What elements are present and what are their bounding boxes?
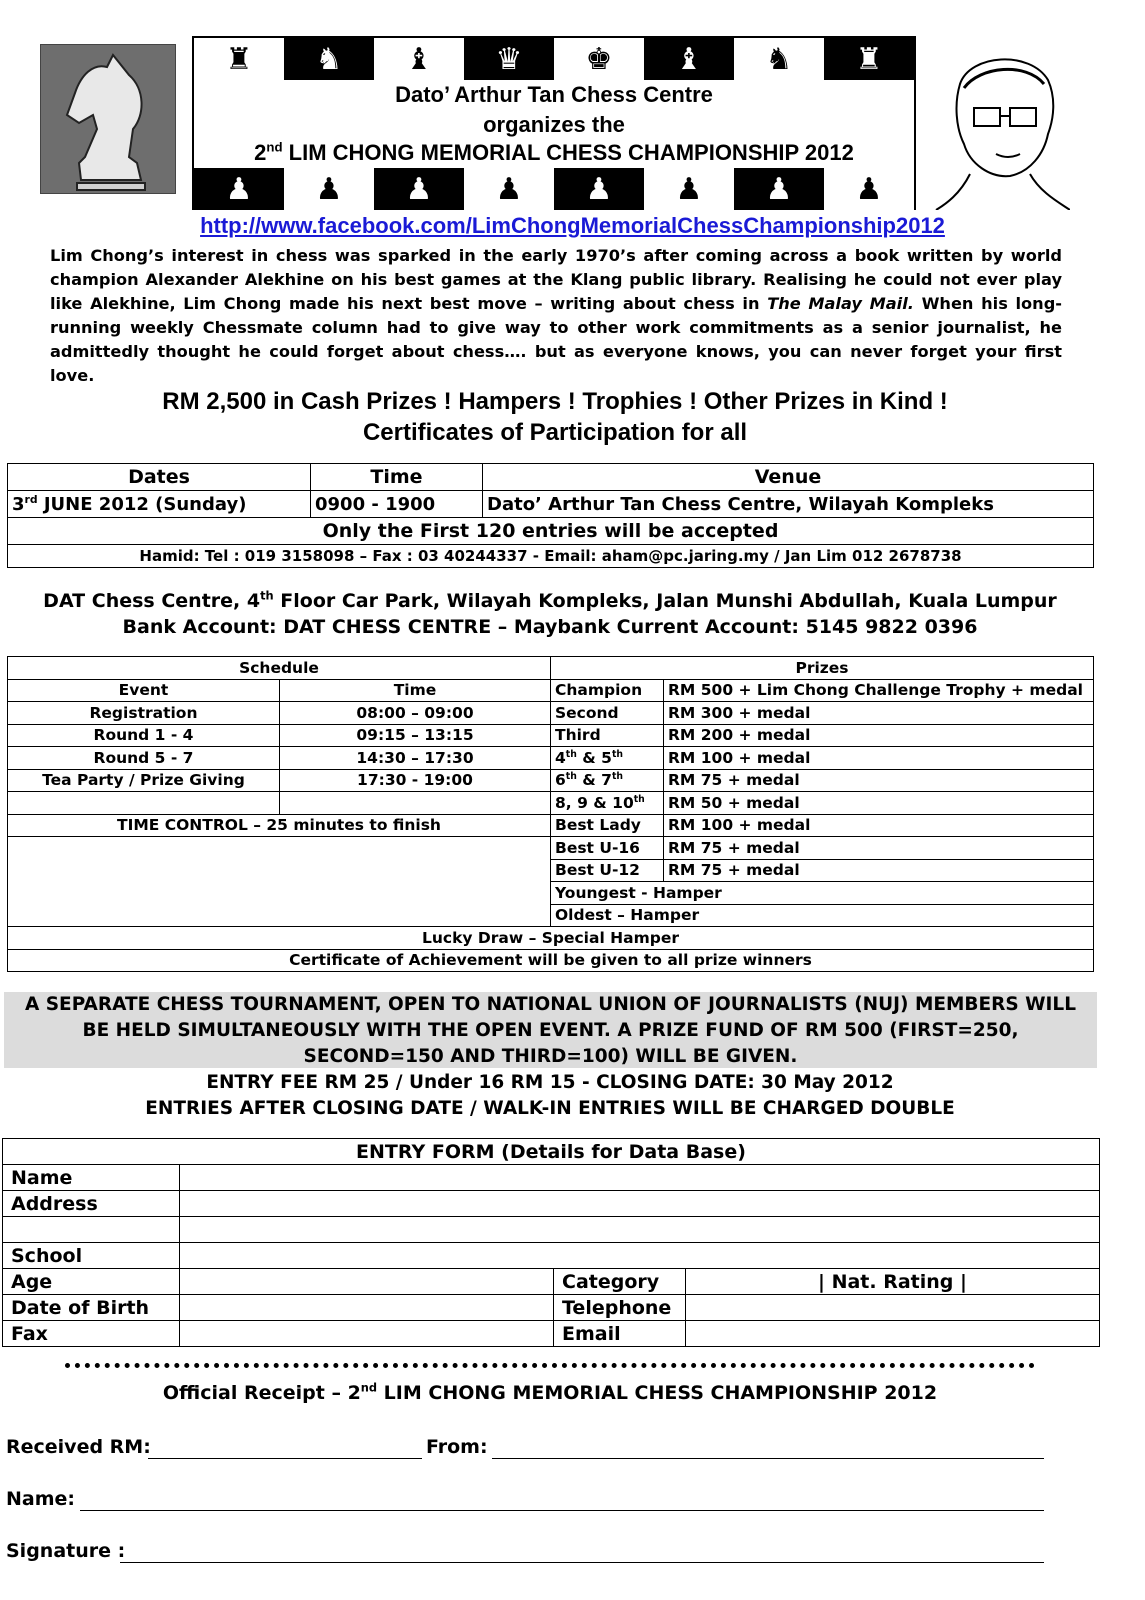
schedule-event-header: Event (8, 679, 280, 702)
lucky-draw: Lucky Draw – Special Hamper (8, 927, 1094, 950)
organizes-text: organizes the (483, 112, 625, 137)
contact-info: Hamid: Tel : 019 3158098 – Fax : 03 40244337 - Email: aham@pc.jaring.my / Jan Lim 012 2678738 (8, 545, 1094, 568)
pawn-icon: ♟ (284, 168, 374, 210)
prize-place: Best Lady (551, 814, 664, 837)
schedule-time: 17:30 - 19:00 (280, 769, 551, 792)
prize-place: 8, 9 & 10th (551, 792, 664, 815)
dob-label: Date of Birth (3, 1295, 180, 1321)
schedule-time-header: Time (280, 679, 551, 702)
prize-amount: RM 75 + medal (664, 769, 1094, 792)
organizer-title: Dato’ Arthur Tan Chess Centre (395, 82, 713, 107)
age-field[interactable] (180, 1269, 554, 1295)
portrait-sketch (930, 44, 1070, 210)
prize-amount: RM 100 + medal (664, 814, 1094, 837)
prize-place: 4th & 5th (551, 747, 664, 770)
signature-field[interactable] (120, 1561, 1044, 1563)
school-label: School (3, 1243, 180, 1269)
oldest-prize: Oldest – Hamper (551, 904, 1094, 927)
category-label: Category (554, 1269, 686, 1295)
name-field[interactable] (180, 1165, 1100, 1191)
cut-line (65, 1363, 1035, 1374)
entry-fee: ENTRY FEE RM 25 / Under 16 RM 15 - CLOSING DATE: 30 May 2012 (206, 1072, 894, 1093)
event-venue: Dato’ Arthur Tan Chess Centre, Wilayah Kompleks (483, 491, 1094, 518)
late-entry-note: ENTRIES AFTER CLOSING DATE / WALK-IN ENTRIES WILL BE CHARGED DOUBLE (145, 1098, 955, 1119)
email-field[interactable] (686, 1321, 1100, 1347)
schedule-time: 09:15 – 13:15 (280, 724, 551, 747)
receipt-name-label: Name: (6, 1488, 76, 1510)
prizes-title: Prizes (551, 657, 1094, 680)
receipt-title: Official Receipt – 2nd LIM CHONG MEMORIAL CHESS CHAMPIONSHIP 2012 (162, 1380, 938, 1404)
dates-header: Dates (8, 464, 311, 491)
time-control: TIME CONTROL – 25 minutes to finish (8, 814, 551, 837)
name-label: Name (3, 1165, 180, 1191)
schedule-title: Schedule (8, 657, 551, 680)
prize-place: Best U-12 (551, 859, 664, 882)
event-date: 3rd JUNE 2012 (Sunday) (8, 491, 311, 518)
empty-cell (8, 837, 551, 927)
address-field[interactable] (180, 1191, 1100, 1217)
pawn-icon: ♟ (194, 168, 284, 210)
facebook-link[interactable]: http://www.facebook.com/LimChongMemorialChessChampionship2012 (200, 213, 945, 238)
king-icon: ♚ (554, 38, 644, 80)
pawn-icon: ♟ (734, 168, 824, 210)
championship-title: 2nd LIM CHONG MEMORIAL CHESS CHAMPIONSHIP 2012 (254, 139, 854, 165)
chess-pawns-bottom (194, 168, 914, 210)
schedule-event: Round 1 - 4 (8, 724, 280, 747)
schedule-time: 14:30 – 17:30 (280, 747, 551, 770)
telephone-label: Telephone (554, 1295, 686, 1321)
pawn-icon: ♟ (374, 168, 464, 210)
fax-label: Fax (3, 1321, 180, 1347)
rating-label[interactable]: | Nat. Rating | (686, 1269, 1100, 1295)
event-info-table (7, 463, 1094, 568)
from-field[interactable] (492, 1457, 1044, 1459)
rook-icon: ♜ (824, 38, 914, 80)
schedule-event: Tea Party / Prize Giving (8, 769, 280, 792)
prize-amount: RM 200 + medal (664, 724, 1094, 747)
prize-amount: RM 75 + medal (664, 837, 1094, 860)
empty-cell (8, 792, 280, 815)
prize-amount: RM 300 + medal (664, 702, 1094, 725)
nuj-line: BE HELD SIMULTANEOUSLY WITH THE OPEN EVENT. A PRIZE FUND OF RM 500 (FIRST=250, (82, 1020, 1019, 1041)
nuj-line: SECOND=150 AND THIRD=100) WILL BE GIVEN. (303, 1046, 798, 1067)
event-time: 0900 - 1900 (311, 491, 483, 518)
dob-field[interactable] (180, 1295, 554, 1321)
prizes-headline-line1: RM 2,500 in Cash Prizes ! Hampers ! Trophies ! Other Prizes in Kind ! (162, 388, 948, 415)
venue-header: Venue (483, 464, 1094, 491)
address-block (0, 588, 1100, 640)
pawn-icon: ♟ (824, 168, 914, 210)
prize-amount: RM 100 + medal (664, 747, 1094, 770)
venue-address: DAT Chess Centre, 4th Floor Car Park, Wilayah Kompleks, Jalan Munshi Abdullah, Kuala Lumpur (43, 588, 1057, 612)
receipt-name-field[interactable] (80, 1509, 1044, 1511)
entry-form (2, 1138, 1100, 1347)
prizes-headline (0, 386, 1110, 448)
certificate-note: Certificate of Achievement will be given to all prize winners (8, 949, 1094, 972)
youngest-prize: Youngest - Hamper (551, 882, 1094, 905)
rook-icon: ♜ (194, 38, 284, 80)
bishop-icon: ♝ (644, 38, 734, 80)
pawn-icon: ♟ (644, 168, 734, 210)
pawn-icon: ♟ (464, 168, 554, 210)
entry-form-title: ENTRY FORM (Details for Data Base) (3, 1139, 1100, 1165)
queen-icon: ♛ (464, 38, 554, 80)
entry-limit: Only the First 120 entries will be accepted (8, 518, 1094, 545)
address-field-2[interactable] (180, 1217, 1100, 1243)
school-field[interactable] (180, 1243, 1100, 1269)
time-header: Time (311, 464, 483, 491)
entry-fee-block (0, 1070, 1100, 1122)
telephone-field[interactable] (686, 1295, 1100, 1321)
knight-icon: ♞ (284, 38, 374, 80)
schedule-prizes-table (7, 656, 1094, 972)
nuj-line: A SEPARATE CHESS TOURNAMENT, OPEN TO NATIONAL UNION OF JOURNALISTS (NUJ) MEMBERS WILL (24, 994, 1077, 1015)
intro-paragraph: Lim Chong’s interest in chess was sparked in the early 1970’s after coming across a book written by world champion Alexander Alekhine on his best games at the Klang public library. Realising he could not ever play like Alekhine, Lim Chong made his next best move – writing about chess in The Malay Mail. When his long-running weekly Chessmate column had to give way to other work commitments as a senior journalist, he admittedly thought he could forget about chess…. but as everyone knows, you can never forget your first love. (50, 246, 1062, 385)
prize-place: Best U-16 (551, 837, 664, 860)
prize-amount: RM 500 + Lim Chong Challenge Trophy + medal (664, 679, 1094, 702)
bishop-icon: ♝ (374, 38, 464, 80)
prize-place: Second (551, 702, 664, 725)
prize-place: Third (551, 724, 664, 747)
knight-icon: ♞ (734, 38, 824, 80)
prize-amount: RM 75 + medal (664, 859, 1094, 882)
prize-place: Champion (551, 679, 664, 702)
schedule-time: 08:00 – 09:00 (280, 702, 551, 725)
title-box (192, 36, 916, 210)
received-label: Received RM: (6, 1436, 151, 1458)
schedule-event: Registration (8, 702, 280, 725)
from-label: From: (426, 1436, 488, 1458)
empty-cell (280, 792, 551, 815)
prize-amount: RM 50 + medal (664, 792, 1094, 815)
bank-account: Bank Account: DAT CHESS CENTRE – Maybank Current Account: 5145 9822 0396 (122, 616, 978, 638)
nuj-announcement (4, 992, 1097, 1068)
signature-label: Signature : (6, 1540, 126, 1562)
received-field[interactable] (148, 1457, 422, 1459)
prizes-headline-line2: Certificates of Participation for all (362, 419, 748, 446)
email-label: Email (554, 1321, 686, 1347)
fax-field[interactable] (180, 1321, 554, 1347)
empty-cell (3, 1217, 180, 1243)
address-label: Address (3, 1191, 180, 1217)
schedule-event: Round 5 - 7 (8, 747, 280, 770)
prize-place: 6th & 7th (551, 769, 664, 792)
chess-pieces-top (194, 38, 914, 80)
pawn-icon: ♟ (554, 168, 644, 210)
knight-logo (40, 44, 176, 194)
age-label: Age (3, 1269, 180, 1295)
